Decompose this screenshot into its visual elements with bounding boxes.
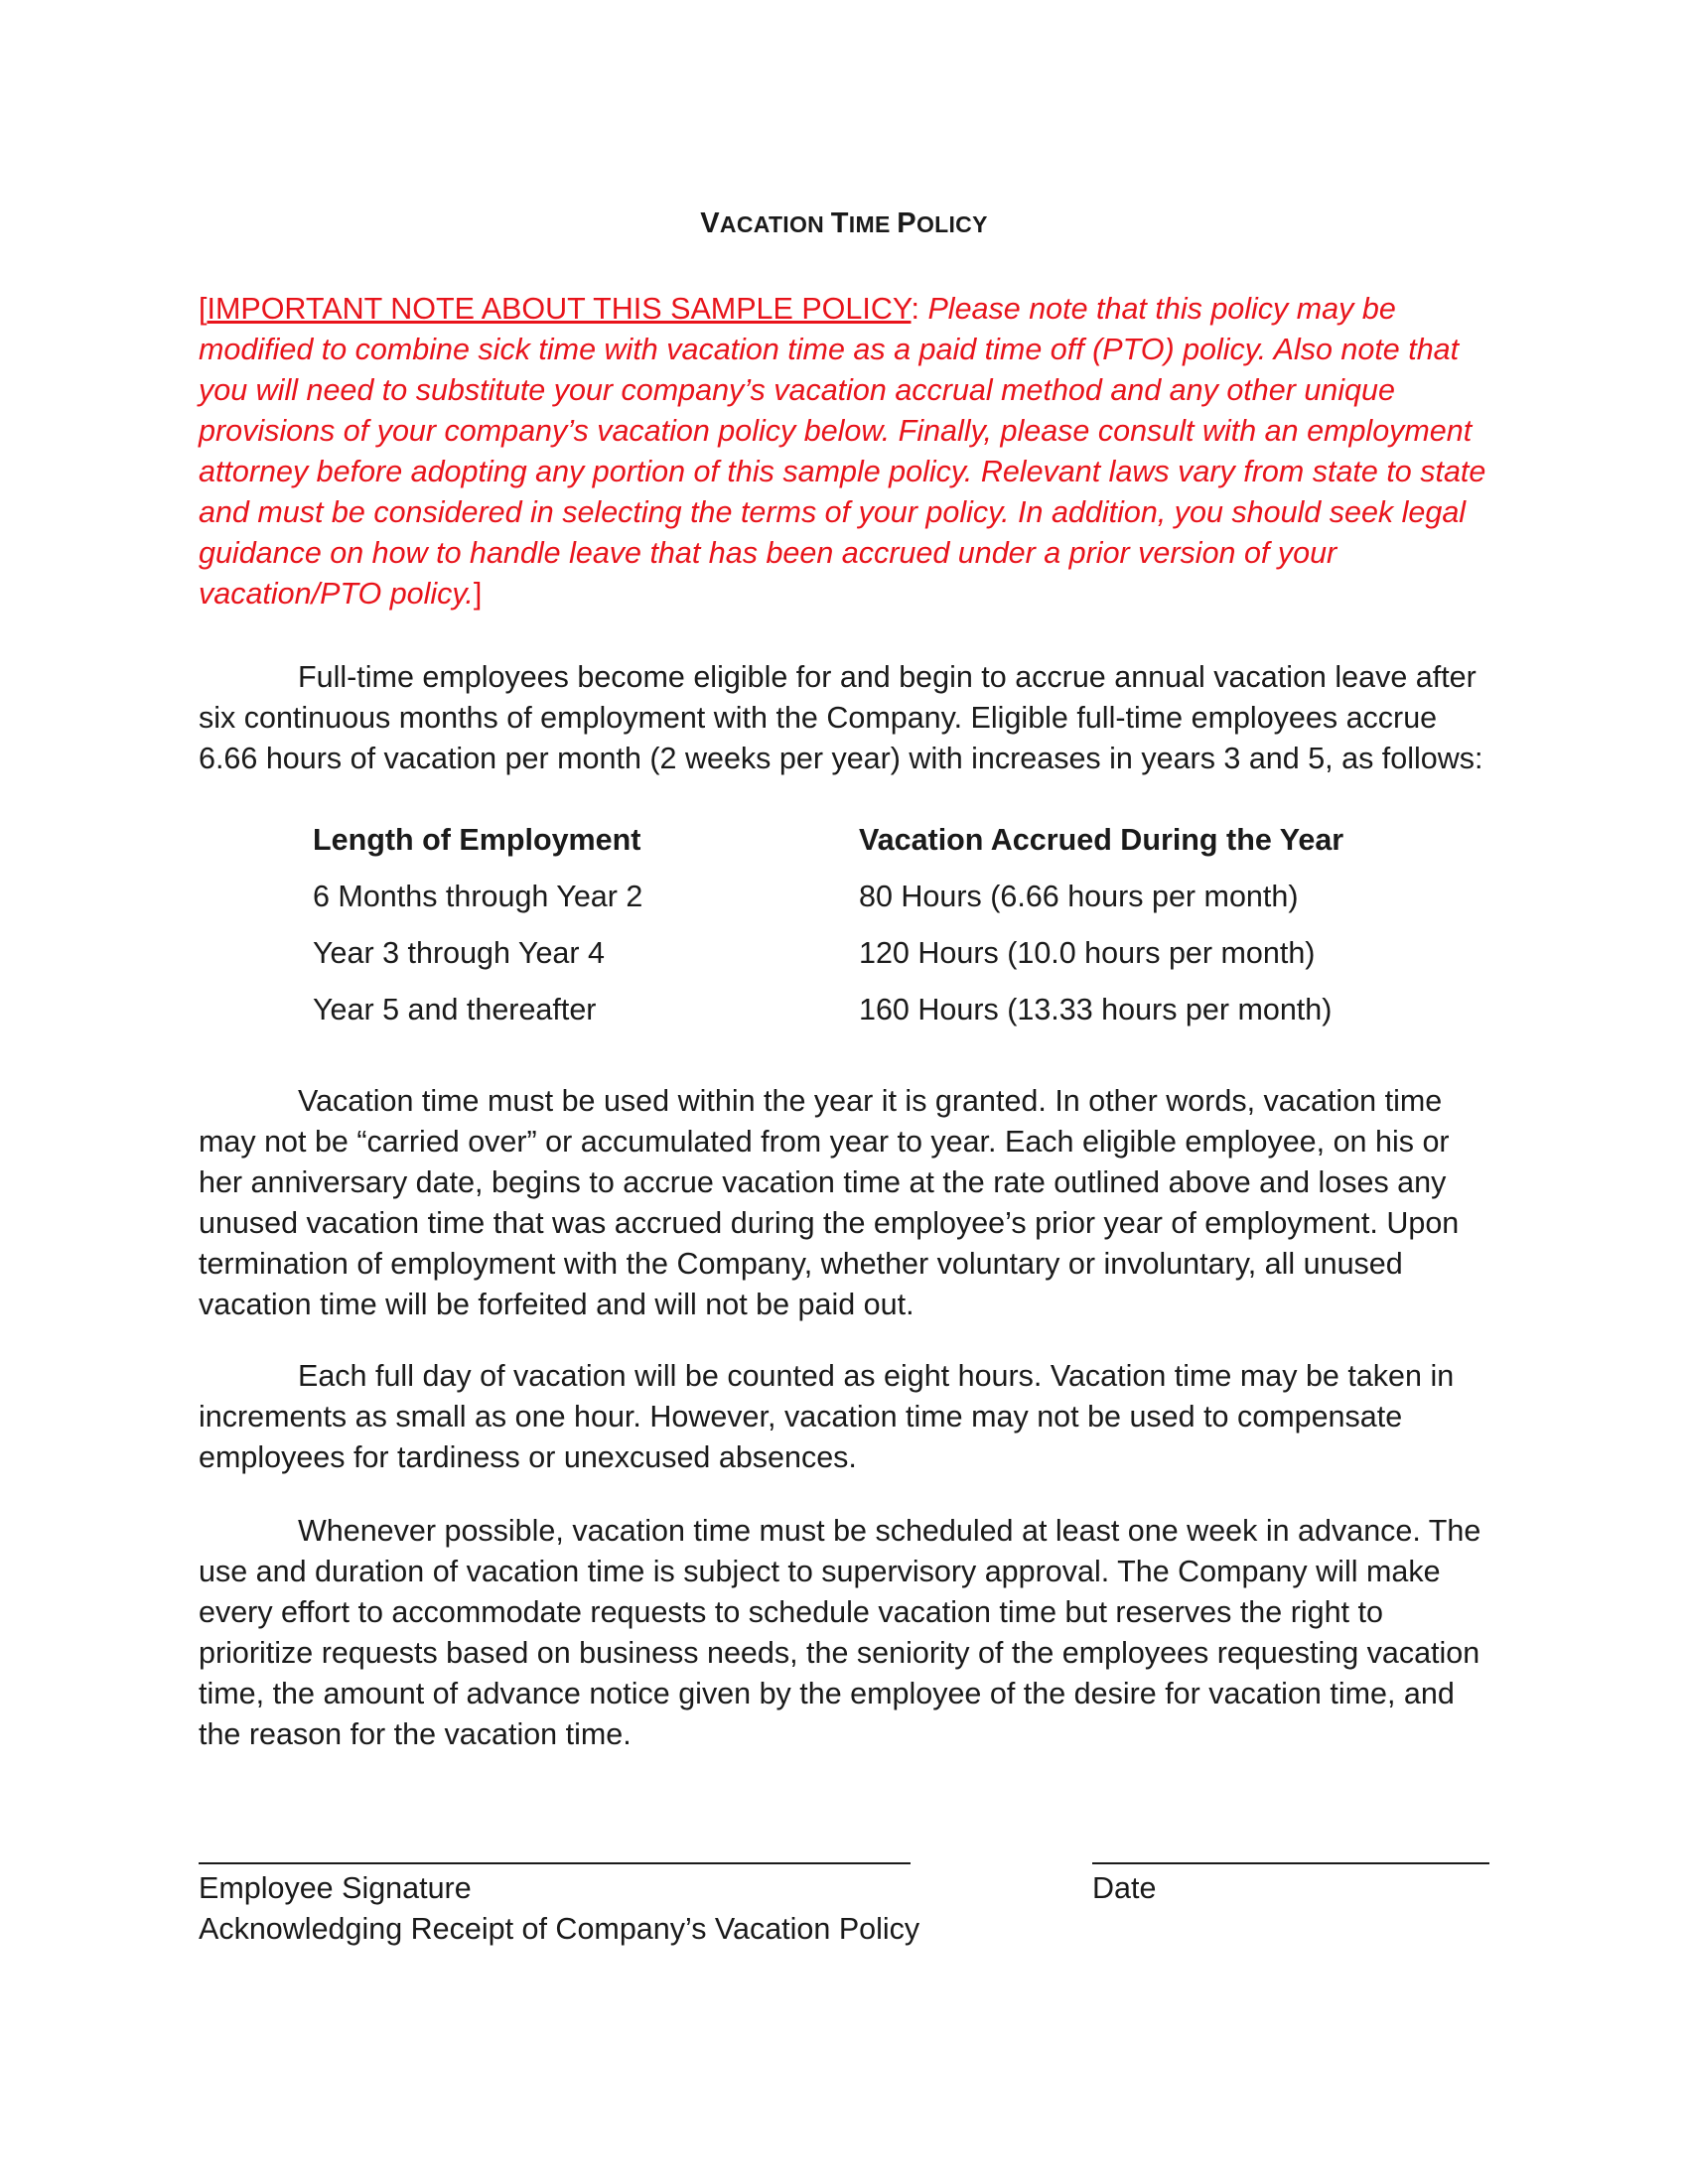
- title-part: IME: [848, 211, 898, 237]
- note-open-bracket: [: [199, 292, 208, 326]
- table-cell: 160 Hours (13.33 hours per month): [859, 993, 1333, 1026]
- title-part: P: [897, 207, 916, 239]
- table-cell: Year 5 and thereafter: [313, 993, 597, 1026]
- table-row: [313, 877, 1405, 933]
- table-cell: 80 Hours (6.66 hours per month): [859, 880, 1299, 913]
- paragraph-carryover: [199, 1081, 1489, 1325]
- important-note: [199, 289, 1489, 614]
- acknowledgment-label: Acknowledging Receipt of Company’s Vacation Policy: [199, 1912, 920, 1946]
- title-part: V: [700, 207, 720, 239]
- title-part: ACATION: [719, 211, 831, 237]
- paragraph-text: Full-time employees become eligible for and begin to accrue annual vacation leave after six continuous months of employment with the Company. Eligible full-time employees accrue 6.66 hours of vacation per month (2 weeks per year) with increases in years 3 and 5, as follows:: [199, 660, 1483, 775]
- paragraph-text: Each full day of vacation will be counted as eight hours. Vacation time may be taken in increments as small as one hour. However, vacation time may not be used to compensate employees for tardiness or unexcused absences.: [199, 1359, 1455, 1474]
- note-label: IMPORTANT NOTE ABOUT THIS SAMPLE POLICY: [207, 292, 912, 326]
- title-part: T: [830, 207, 849, 239]
- document-page: [199, 0, 1489, 2184]
- note-colon: :: [911, 292, 928, 326]
- table-row: [313, 990, 1405, 1046]
- date-label: Date: [1092, 1871, 1157, 1905]
- document-title: [199, 204, 1489, 244]
- title-part: OLICY: [915, 211, 988, 237]
- paragraph-text: Vacation time must be used within the year it is granted. In other words, vacation time may not be “carried over” or accumulated from year to year. Each eligible employee, on his or her anniversary date, begins to accrue vacation time at the rate outlined above and loses any unused vacation time that was accrued during the employee’s prior year of employment. Upon termination of employment with the Company, whether voluntary or involuntary, all unused vacation time will be forfeited and will not be paid out.: [199, 1084, 1460, 1321]
- table-cell: 6 Months through Year 2: [313, 880, 643, 913]
- table-row: [313, 933, 1405, 990]
- paragraph-scheduling: [199, 1511, 1489, 1755]
- employee-signature-line: [199, 1862, 911, 1864]
- table-cell: Year 3 through Year 4: [313, 936, 605, 970]
- table-header-cell: Length of Employment: [313, 823, 641, 857]
- table-cell: 120 Hours (10.0 hours per month): [859, 936, 1316, 970]
- paragraph-eligibility: [199, 657, 1489, 779]
- employee-signature-label: Employee Signature: [199, 1871, 472, 1905]
- accrual-table: [313, 820, 1405, 1046]
- table-header-cell: Vacation Accrued During the Year: [859, 823, 1344, 857]
- paragraph-increments: [199, 1356, 1489, 1478]
- note-body: Please note that this policy may be modified to combine sick time with vacation time as a paid time off (PTO) policy. Also note that you will need to substitute your company’s vacation accrual method and any other unique provisions of your company’s vacation policy below. Finally, please consult with an employment attorney before adopting any portion of this sample policy. Relevant laws vary from state to state and must be considered in selecting the terms of your policy. In addition, you should seek legal guidance on how to handle leave that has been accrued under a prior version of your vacation/PTO policy.: [199, 292, 1486, 611]
- paragraph-text: Whenever possible, vacation time must be scheduled at least one week in advance. The use and duration of vacation time is subject to supervisory approval. The Company will make every effort to accommodate requests to schedule vacation time but reserves the right to prioritize requests based on business needs, the seniority of the employees requesting vacation time, the amount of advance notice given by the employee of the desire for vacation time, and the reason for the vacation time.: [199, 1514, 1481, 1751]
- date-signature-line: [1092, 1862, 1489, 1864]
- table-header-row: [313, 820, 1405, 877]
- note-close-bracket: ]: [473, 577, 483, 611]
